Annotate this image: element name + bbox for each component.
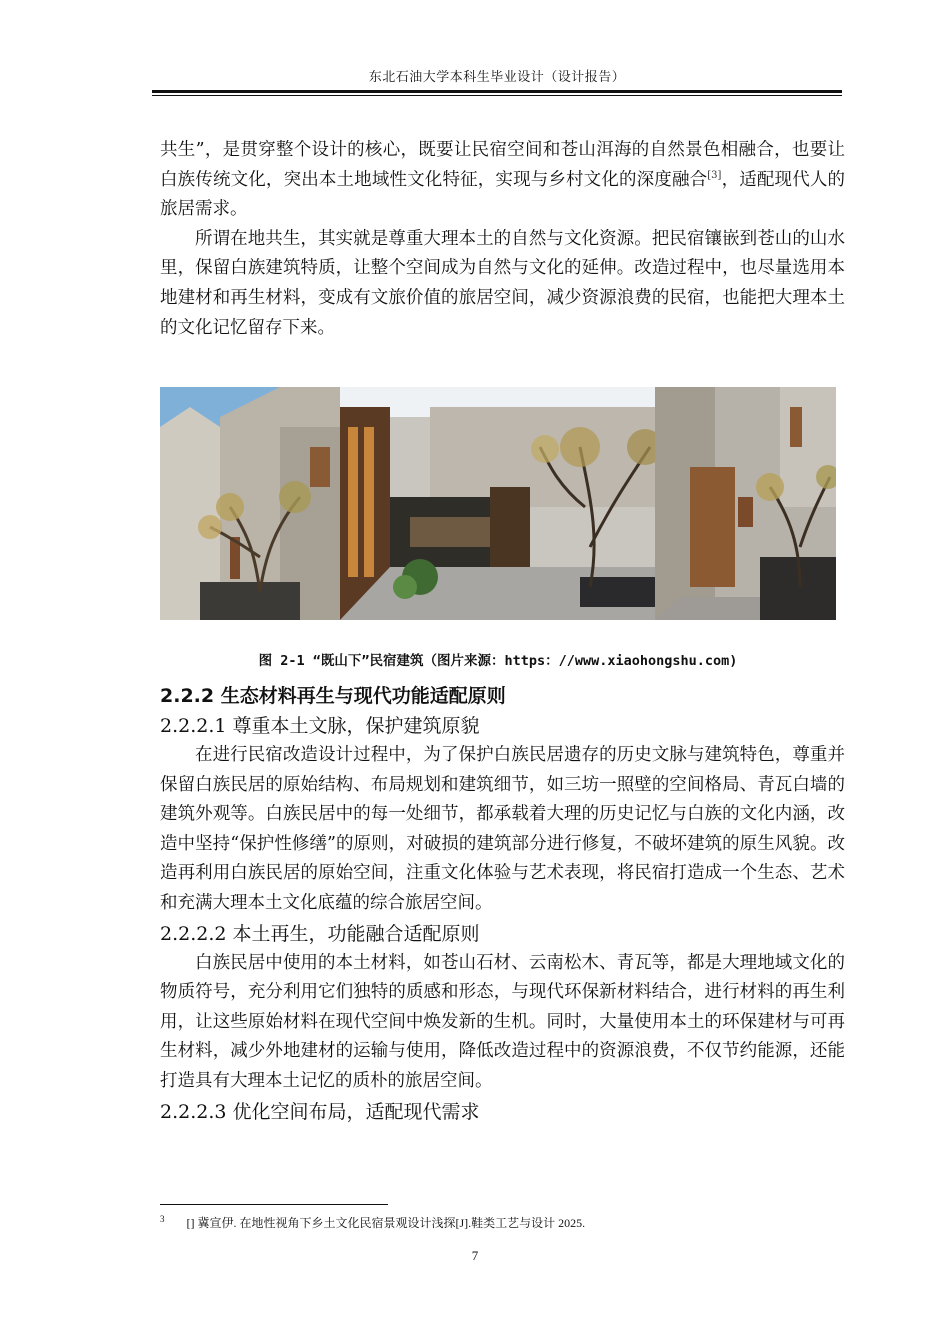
photo-panel-middle [340, 387, 663, 620]
figure-photo-collage [160, 387, 836, 620]
section-2-2-2 [160, 681, 845, 1127]
header-rule-thick [152, 90, 842, 93]
photo-panel-left [160, 387, 340, 620]
subsection-1-paragraph: 在进行民宿改造设计过程中，为了保护白族民居遗存的历史文脉与建筑特色，尊重并保留白族民居的原始结构、布局规划和建筑细节，如三坊一照壁的空间格局、青瓦白墙的建筑外观等。白族民居中的每一处细节，都承载着大理的历史记忆与白族的文化内涵，改造中坚持“保护性修缮”的原则，对破损的建筑部分进行修复，不破坏建筑的原生风貌。改造再利用白族民居的原始空间，注重文化体验与艺术表现，将民宿打造成一个生态、艺术和充满大理本土文化底蕴的综合旅居空间。 [160, 745, 845, 913]
footnote-number: 3 [160, 1214, 165, 1224]
header-rule-thin [152, 95, 842, 96]
photo-panel-right [655, 387, 836, 620]
figure-caption: 图 2-1 “既山下”民宿建筑（图片来源：https：//www.xiaohongshu.com) [258, 653, 738, 669]
running-header: 东北石油大学本科生毕业设计（设计报告） [368, 70, 626, 85]
section-heading: 2.2.2 生态材料再生与现代功能适配原则 [160, 685, 506, 707]
body-top [160, 136, 845, 343]
paragraph-1: 共生”，是贯穿整个设计的核心，既要让民宿空间和苍山洱海的自然景色相融合，也要让白族传统文化，突出本土地域性文化特征，实现与乡村文化的深度融合[3]，适配现代人的旅居需求。 [160, 140, 846, 220]
subsection-2-paragraph: 白族民居中使用的本土材料，如苍山石材、云南松木、青瓦等，都是大理地域文化的物质符号，充分利用它们独特的质感和形态，与现代环保新材料结合，进行材料的再生利用，让这些原始材料在现代空间中焕发新的生机。同时，大量使用本土的环保建材与可再生材料，减少外地建材的运输与使用，降低改造过程中的资源浪费，不仅节约能源，还能打造具有大理本土记忆的质朴的旅居空间。 [160, 952, 845, 1091]
subsection-heading-1: 2.2.2.1 尊重本土文脉，保护建筑原貌 [160, 715, 480, 737]
paragraph-2: 所谓在地共生，其实就是尊重大理本土的自然与文化资源。把民宿镶嵌到苍山的山水里，保留白族建筑特质，让整个空间成为自然与文化的延伸。改造过程中，也尽量选用本地建材和再生材料，变成有文旅价值的旅居空间，减少资源浪费的民宿，也能把大理本土的文化记忆留存下来。 [160, 228, 845, 338]
page-number: 7 [471, 1248, 479, 1263]
citation-ref[interactable]: [3] [707, 169, 722, 181]
footnote-text: [] 冀宣伊. 在地性视角下乡土文化民宿景观设计浅探[J].鞋类工艺与设计 2025. [186, 1216, 586, 1230]
subsection-heading-2: 2.2.2.2 本土再生，功能融合适配原则 [160, 922, 480, 945]
footnote-rule [160, 1204, 388, 1205]
subsection-heading-3: 2.2.2.3 优化空间布局，适配现代需求 [160, 1100, 480, 1123]
footnote [160, 1214, 840, 1231]
